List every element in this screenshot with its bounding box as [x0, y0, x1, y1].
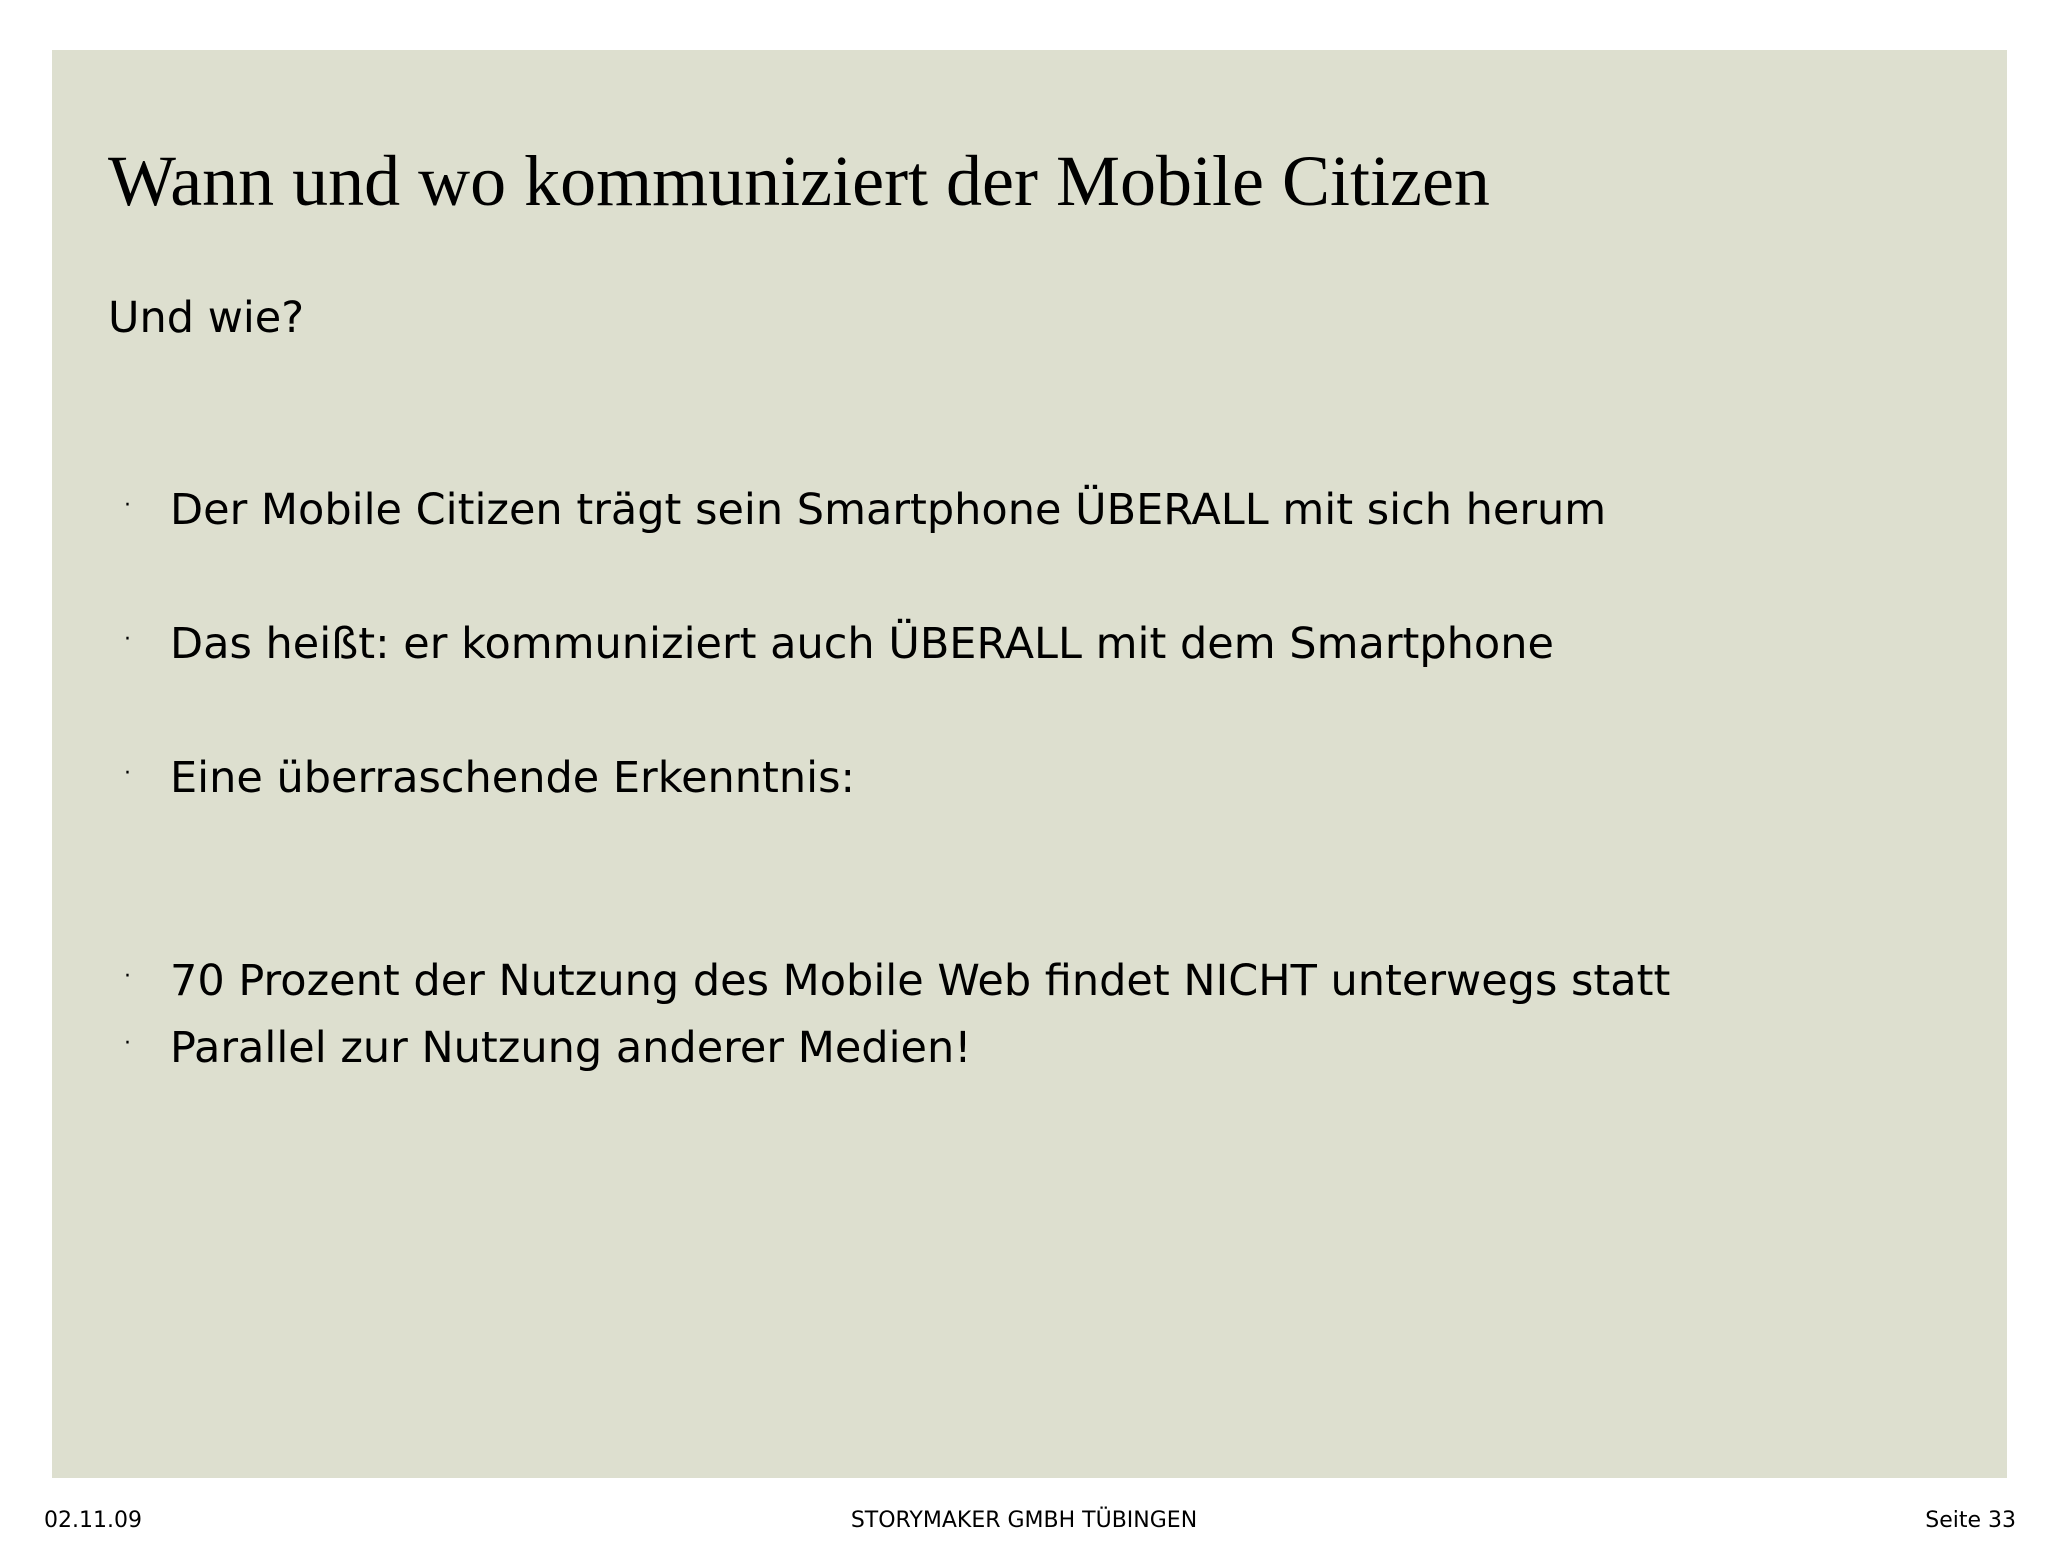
bullet-text: Eine überraschende Erkenntnis: [170, 753, 855, 803]
bullet-item [124, 1018, 971, 1078]
bullet-dot-icon: · [124, 493, 131, 518]
slide-title: Wann und wo kommuniziert der Mobile Citizen [108, 141, 1490, 221]
bullet-dot-icon: · [124, 1031, 131, 1056]
bullet-dot-icon: · [124, 627, 131, 652]
footer-company: STORYMAKER GMBH TÜBINGEN [850, 1508, 1198, 1533]
bullet-item [124, 614, 1554, 674]
slide-subtitle: Und wie? [108, 293, 305, 343]
bullet-item [124, 748, 855, 808]
bullet-item [124, 480, 1606, 540]
bullet-text: 70 Prozent der Nutzung des Mobile Web findet NICHT unterwegs statt [170, 956, 1671, 1006]
bullet-text: Parallel zur Nutzung anderer Medien! [170, 1023, 972, 1073]
footer-page-number: Seite 33 [1925, 1508, 2016, 1533]
bullet-text: Der Mobile Citizen trägt sein Smartphone ÜBERALL mit sich herum [170, 485, 1607, 535]
footer-date: 02.11.09 [44, 1508, 142, 1533]
bullet-dot-icon: · [124, 761, 131, 786]
bullet-dot-icon: · [124, 964, 131, 989]
bullet-text: Das heißt: er kommuniziert auch ÜBERALL mit dem Smartphone [170, 619, 1554, 669]
bullet-item [124, 951, 1670, 1011]
